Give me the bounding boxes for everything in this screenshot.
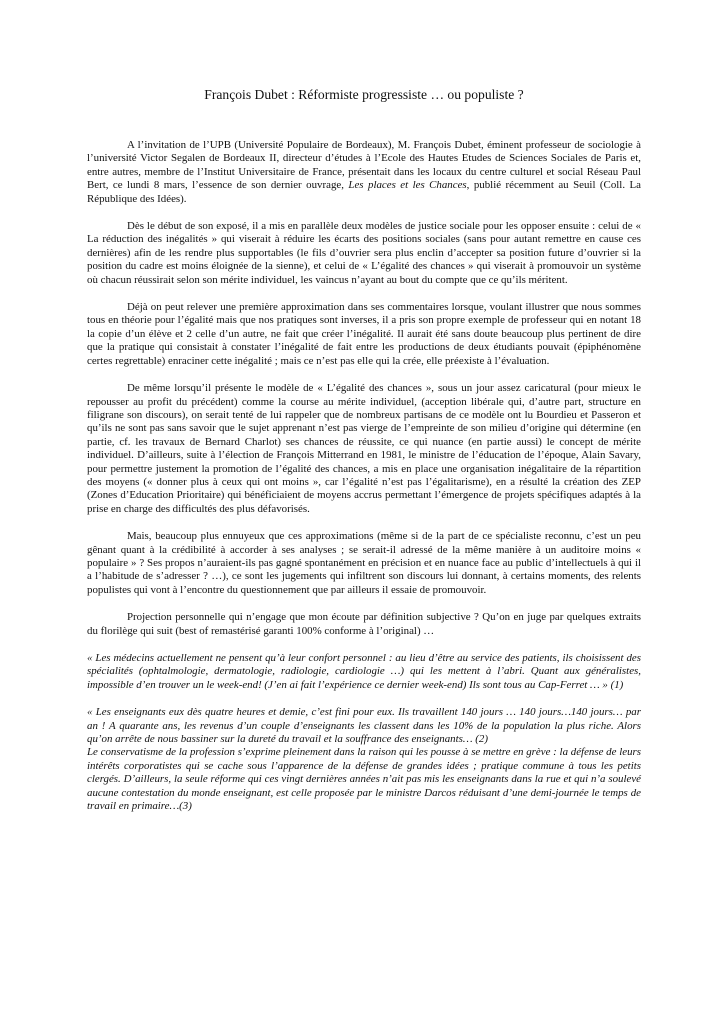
quote-1: « Les médecins actuellement ne pensent qu’à leur confort personnel : au lieu d’être au service des patients, ils choisissent des spécialités (ophtalmologie, dermatologie, radiologie, cardiologie …) qui les mettent à l’abri. Quant aux généralistes, impossible d’en trouver un le week-end! (J’en ai fait l’expérience ce dernier week-end) Ils sont tous au Cap-Ferret … » (1) [87,652,641,691]
paragraph-5: Mais, beaucoup plus ennuyeux que ces approximations (même si de la part de ce spécialiste reconnu, c’est un peu gênant quant à la crédibilité à accorder à ses analyses ; se serait-il adressé de la même manière à un auditoire moins « populaire » ? Ses propos n’auraient-ils pas gagné spontanément en précision et en nuance face au public d’intellectuels à qui il a l’habitude de s’adresser ? …), ce sont les jugements qui infiltrent son discours lui donnant, à certains moments, des relents populistes qui vont à l’encontre du questionnement que par ailleurs il essaie de promouvoir. [87,530,641,596]
paragraph-2: Dès le début de son exposé, il a mis en parallèle deux modèles de justice sociale pour les opposer ensuite : celui de « La réduction des inégalités » qui viserait à réduire les écarts des positions sociales (sans pour autant remettre en cause ces dernières) afin de les rendre plus supportables (le fils d’ouvrier sera plus enclin d’accepter sa position future d’ouvrier si la position du cadre est moins éloignée de la sienne), et celui de « L’égalité des chances » qui viserait à promouvoir un système où chacun réussirait selon son mérite individuel, les vaincus n’ayant au bout du compte que ce qu’ils méritent. [87,220,641,286]
paragraph-1-text-a: A l’invitation de l’UPB (Université Populaire de Bordeaux), M. François Dubet, éminent professeur de sociologie à l’université Victor Segalen de Bordeaux II, directeur d’études à l’Ecole des Hautes Etudes de Sciences Sociales de Paris et, entre autres, membre de l’Institut Universitaire de France, présentait dans les locaux du centre culturel et social Réseau Paul Bert, ce lundi 8 mars, l’essence de son dernier ouvrage, [87,139,641,192]
paragraph-1-text-b: , publié récemment au Seuil (Coll. La République des Idées). [87,179,641,205]
book-title: Les places et les Chances [348,179,467,192]
paragraph-4: De même lorsqu’il présente le modèle de « L’égalité des chances », sous un jour assez caricatural (pour mieux le repousser au profit du précédent) comme la course au mérite individuel, (acception libérale qui, d’autre part, structure en filigrane son discours), on serait tenté de lui rappeler que de nombreux partisans de ce modèle ont lu Bourdieu et Passeron et qu’ils ne sont pas sans savoir que le sujet apprenant n’est pas vierge de l’empreinte de son milieu d’origine qui détermine (en partie, cf. les travaux de Bernard Charlot) ses chances de réussite, ce qui nuance (en partie aussi) le concept de mérite individuel. D’ailleurs, suite à l’élection de François Mitterrand en 1981, le ministre de l’éducation de l’époque, Alain Savary, pour permettre justement la promotion de l’égalité des chances, a mis en place une organisation inégalitaire de la répartition des moyens (« donner plus à ceux qui ont moins », car l’égalité n’est pas l’égalitarisme), en a résulté la création des ZEP (Zones d’Education Prioritaire) qui bénéficiaient de moyens accrus permettant l’émergence de projets spécifiques adaptés à la prise en charge des difficultés des plus défavorisés. [87,382,641,515]
paragraph-6: Projection personnelle qui n’engage que mon écoute par définition subjective ? Qu’on en juge par quelques extraits du florilège qui suit (best of remastérisé garanti 100% conforme à l’original) … [87,611,641,637]
quote-3: Le conservatisme de la profession s’exprime pleinement dans la raison qui les pousse à se mettre en grève : la défense de leurs intérêts corporatistes qui se cache sous l’apparence de la défense de grandes idées ; pratique commune à tous les petits clergés. D’ailleurs, la seule réforme qui ces vingt dernières années n’ait pas mis les enseignants dans la rue et qui n’a soulevé aucune contestation du monde enseignant, est celle proposée par le ministre Darcos réduisant d’une demi-journée le temps de travail en primaire…(3) [87,746,641,813]
paragraph-1 [87,139,641,206]
quote-2: « Les enseignants eux dès quatre heures et demie, c’est fini pour eux. Ils travaillent 140 jours … 140 jours…140 jours… par an ! A quarante ans, les revenus d’un couple d’enseignants les classent dans les 10% de la population la plus riche. Alors qu’on arrête de nous bassiner sur la dureté du travail et la souffrance des enseignants… (2) [87,706,641,746]
document-title: François Dubet : Réformiste progressiste … ou populiste ? [204,87,524,102]
paragraph-3: Déjà on peut relever une première approximation dans ses commentaires lorsque, voulant illustrer que nous sommes tous en théorie pour l’égalité mais que nos pratiques sont inverses, il a pris son propre exemple de professeur qui en notant 18 la copie d’un élève et 2 celle d’un autre, ne fait que créer l’inégalité. Il aurait été sans doute beaucoup plus pertinent de dire que la pratique qui consistait à constater l’inégalité de fait entre les productions de deux étudiants pouvait (épiphénomène certes regrettable) enraciner cette inégalité ; mais ce n’est pas elle qui la crée, elle préexiste à l’évaluation. [87,301,641,367]
